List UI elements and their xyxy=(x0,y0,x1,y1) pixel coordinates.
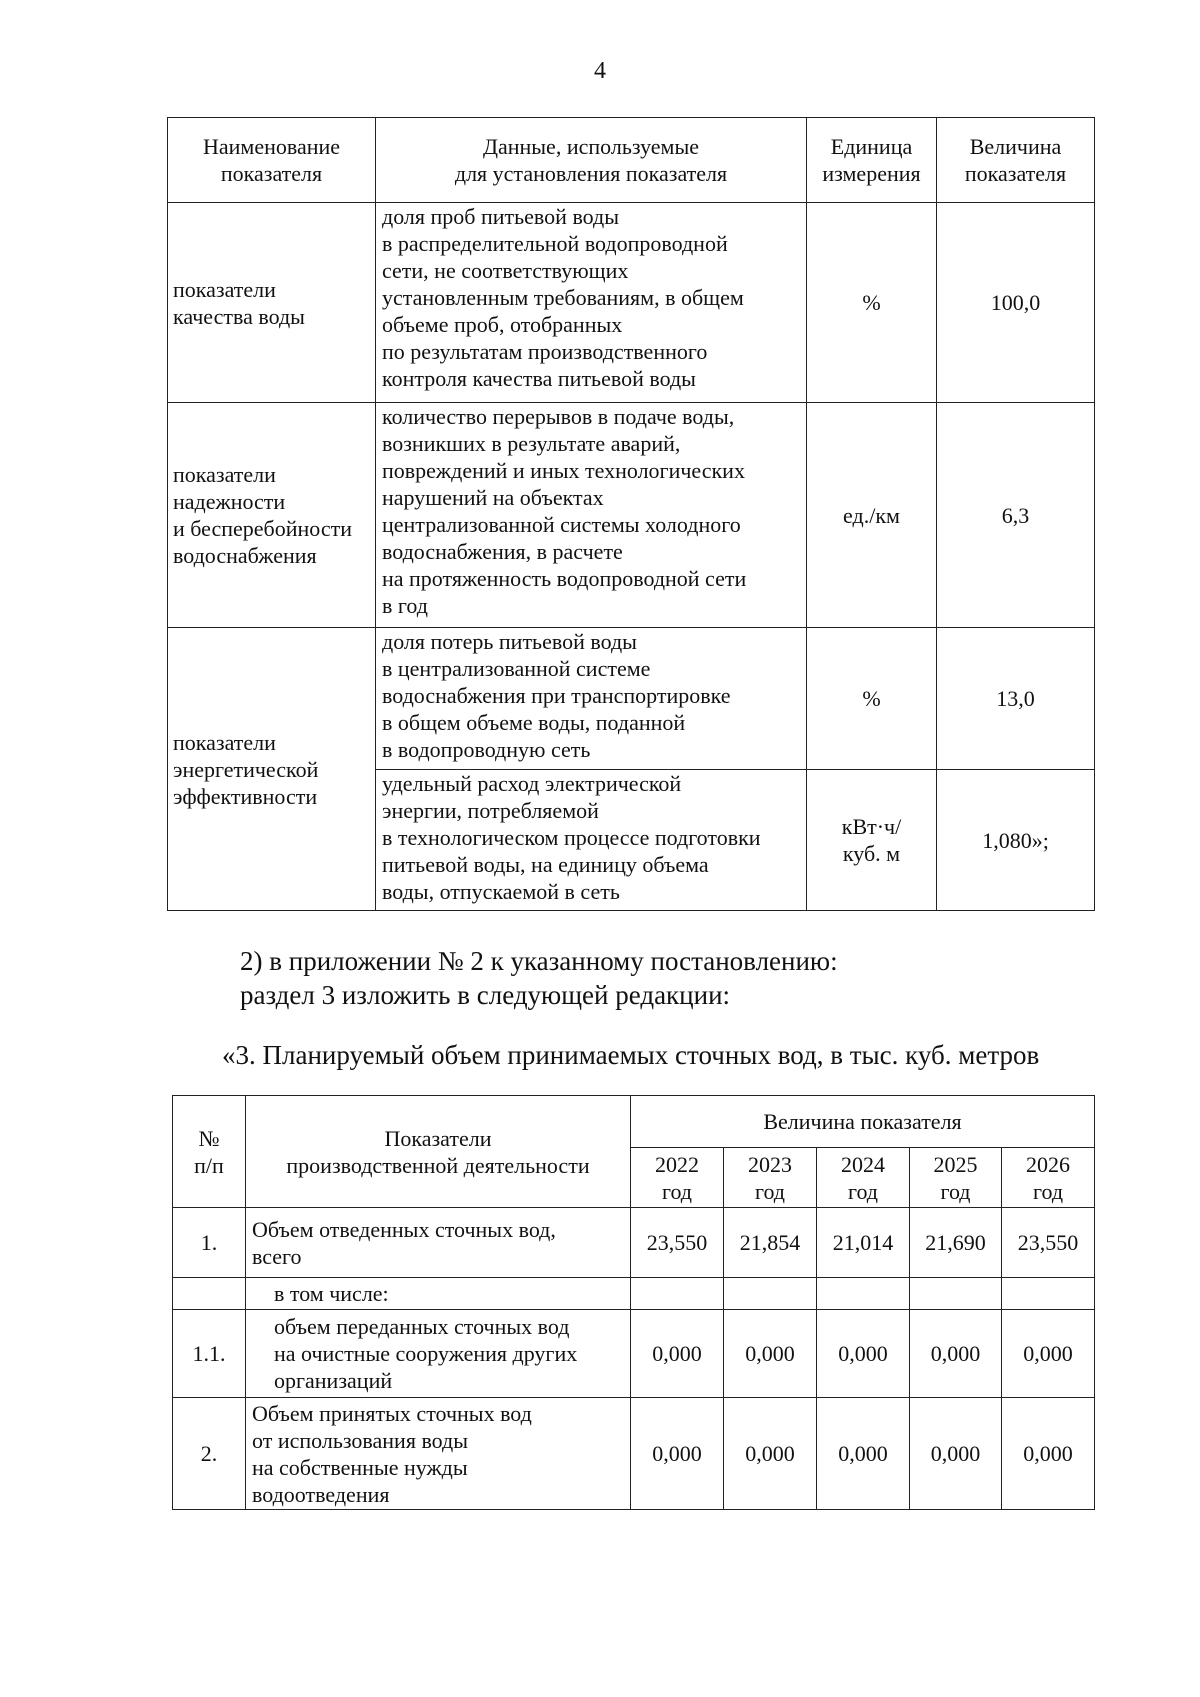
indicators-table xyxy=(167,117,1095,911)
indicator-name: показатели энергетической эффективности xyxy=(168,628,376,911)
indicator-description: доля потерь питьевой воды в централизованной системе водоснабжения при транспортировке в общем объеме воды, поданной в водопроводную сеть xyxy=(376,628,807,770)
indicator-unit: кВт·ч/ куб. м xyxy=(807,770,937,911)
row-indicator: в том числе: xyxy=(246,1278,631,1310)
row-number: 1. xyxy=(173,1208,246,1278)
row-value: 0,000 xyxy=(817,1398,910,1510)
row-value: 21,014 xyxy=(817,1208,910,1278)
header-year: 2023 год xyxy=(724,1148,817,1208)
wastewater-table xyxy=(172,1095,1095,1510)
row-value xyxy=(817,1278,910,1310)
table-row xyxy=(173,1208,1095,1278)
table-row xyxy=(168,203,1095,403)
row-value: 0,000 xyxy=(631,1398,724,1510)
amendment-line-1: 2) в приложении № 2 к указанному постановлению: xyxy=(240,946,838,976)
row-number: 1.1. xyxy=(173,1310,246,1398)
header-year: 2026 год xyxy=(1002,1148,1095,1208)
row-value: 0,000 xyxy=(1002,1310,1095,1398)
header-value-group: Величина показателя xyxy=(631,1096,1095,1148)
amendment-line-2: раздел 3 изложить в следующей редакции: xyxy=(240,980,731,1010)
table-row xyxy=(173,1278,1095,1310)
row-value: 0,000 xyxy=(910,1398,1002,1510)
indicator-name: показатели надежности и бесперебойности водоснабжения xyxy=(168,403,376,628)
header-source-data: Данные, используемые для установления показателя xyxy=(376,118,807,203)
header-value: Величина показателя xyxy=(937,118,1095,203)
table-header-row xyxy=(168,118,1095,203)
table-row xyxy=(173,1398,1095,1510)
row-value: 0,000 xyxy=(631,1310,724,1398)
section-title: «3. Планируемый объем принимаемых сточных вод, в тыс. куб. метров xyxy=(222,1040,1040,1070)
row-value: 0,000 xyxy=(910,1310,1002,1398)
indicator-value: 13,0 xyxy=(937,628,1095,770)
header-year: 2025 год xyxy=(910,1148,1002,1208)
table-row xyxy=(168,403,1095,628)
row-value xyxy=(1002,1278,1095,1310)
indicator-value: 6,3 xyxy=(937,403,1095,628)
page-number: 4 xyxy=(594,58,606,84)
row-value: 0,000 xyxy=(724,1310,817,1398)
header-year: 2024 год xyxy=(817,1148,910,1208)
row-number: 2. xyxy=(173,1398,246,1510)
row-number xyxy=(173,1278,246,1310)
row-value: 21,690 xyxy=(910,1208,1002,1278)
row-value xyxy=(910,1278,1002,1310)
table-row xyxy=(168,628,1095,770)
table-header-row xyxy=(173,1096,1095,1148)
row-value: 23,550 xyxy=(631,1208,724,1278)
row-indicator: Объем отведенных сточных вод, всего xyxy=(246,1208,631,1278)
row-indicator: объем переданных сточных вод на очистные сооружения других организаций xyxy=(246,1310,631,1398)
header-indicator: Показатели производственной деятельности xyxy=(246,1096,631,1208)
header-year: 2022 год xyxy=(631,1148,724,1208)
header-number: № п/п xyxy=(173,1096,246,1208)
table-row xyxy=(173,1310,1095,1398)
indicator-unit: ед./км xyxy=(807,403,937,628)
indicator-description: количество перерывов в подаче воды, возникших в результате аварий, повреждений и иных технологических нарушений на объектах централизованной системы холодного водоснабжения, в расчете на протяженность водопроводной сети в год xyxy=(376,403,807,628)
row-value: 0,000 xyxy=(817,1310,910,1398)
indicator-value: 1,080»; xyxy=(937,770,1095,911)
row-value: 23,550 xyxy=(1002,1208,1095,1278)
indicator-name: показатели качества воды xyxy=(168,203,376,403)
row-value: 0,000 xyxy=(724,1398,817,1510)
indicator-description: удельный расход электрической энергии, потребляемой в технологическом процессе подготовки питьевой воды, на единицу объема воды, отпускаемой в сеть xyxy=(376,770,807,911)
row-value: 0,000 xyxy=(1002,1398,1095,1510)
row-value xyxy=(631,1278,724,1310)
row-value xyxy=(724,1278,817,1310)
row-value: 21,854 xyxy=(724,1208,817,1278)
header-indicator-name: Наименование показателя xyxy=(168,118,376,203)
indicator-unit: % xyxy=(807,203,937,403)
indicator-unit: % xyxy=(807,628,937,770)
row-indicator: Объем принятых сточных вод от использования воды на собственные нужды водоотведения xyxy=(246,1398,631,1510)
indicator-description: доля проб питьевой воды в распределительной водопроводной сети, не соответствующих установленным требованиям, в общем объеме проб, отобранных по результатам производственного контроля качества питьевой воды xyxy=(376,203,807,403)
header-unit: Единица измерения xyxy=(807,118,937,203)
indicator-value: 100,0 xyxy=(937,203,1095,403)
